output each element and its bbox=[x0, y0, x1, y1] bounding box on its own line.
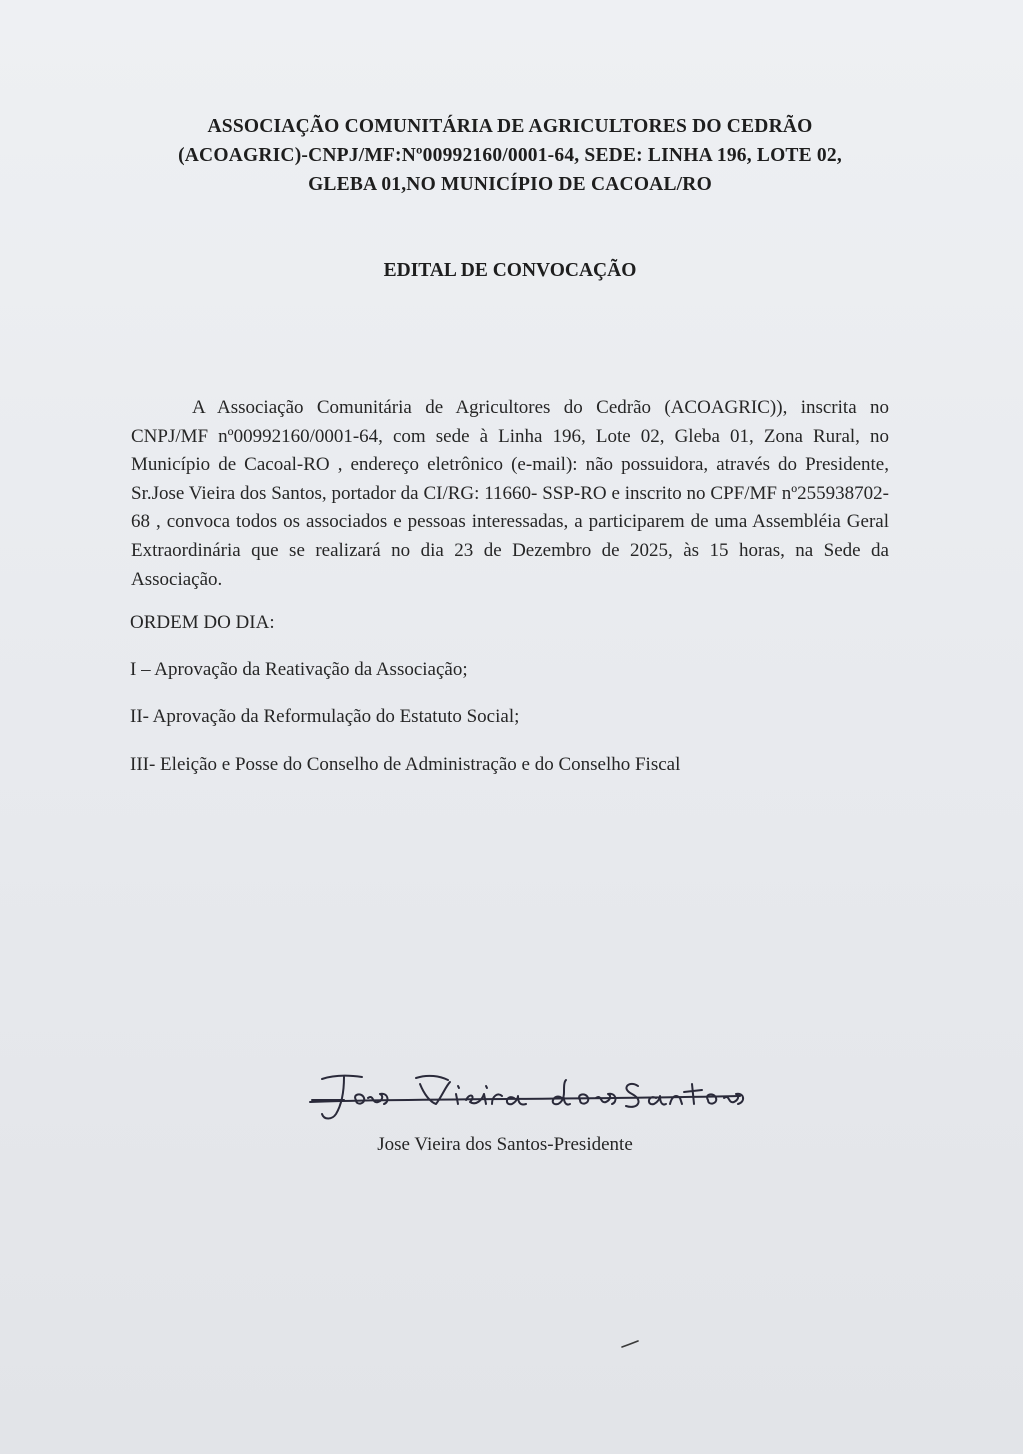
header-line-1: ASSOCIAÇÃO COMUNITÁRIA DE AGRICULTORES DO CEDRÃO bbox=[207, 116, 813, 137]
handwritten-signature bbox=[300, 1052, 760, 1132]
convocation-paragraph: A Associação Comunitária de Agricultores do Cedrão (ACOAGRIC)), inscrita no CNPJ/MF nº00992160/0001-64, com sede à Linha 196, Lote 02, Gleba 01, Zona Rural, no Município de Cacoal-RO , endereço eletrônico (e-mail): não possuidora, através do Presidente, Sr.Jose Vieira dos Santos, portador da CI/RG: 11660- SSP-RO e inscrito no CPF/MF nº255938702-68 , convoca todos os associados e pessoas interessadas, a participarem de uma Assembléia Geral Extraordinária que se realizará no dia 23 de Dezembro de 2025, às 15 horas, na Sede da Associação. bbox=[131, 397, 889, 590]
header-line-2: (ACOAGRIC)-CNPJ/MF:Nº00992160/0001-64, SEDE: LINHA 196, LOTE 02, bbox=[178, 145, 842, 166]
document-title: EDITAL DE CONVOCAÇÃO bbox=[383, 260, 637, 281]
pen-mark bbox=[620, 1338, 640, 1350]
agenda-heading: ORDEM DO DIA: bbox=[130, 612, 275, 633]
agenda-item-1: I – Aprovação da Reativação da Associação; bbox=[130, 659, 468, 680]
association-header bbox=[140, 112, 880, 199]
agenda-item-2: II- Aprovação da Reformulação do Estatuto Social; bbox=[130, 706, 520, 727]
agenda-item-3: III- Eleição e Posse do Conselho de Administração e do Conselho Fiscal bbox=[130, 754, 681, 775]
signature-caption: Jose Vieira dos Santos-Presidente bbox=[377, 1134, 633, 1155]
header-line-3: GLEBA 01,NO MUNICÍPIO DE CACOAL/RO bbox=[308, 174, 712, 195]
